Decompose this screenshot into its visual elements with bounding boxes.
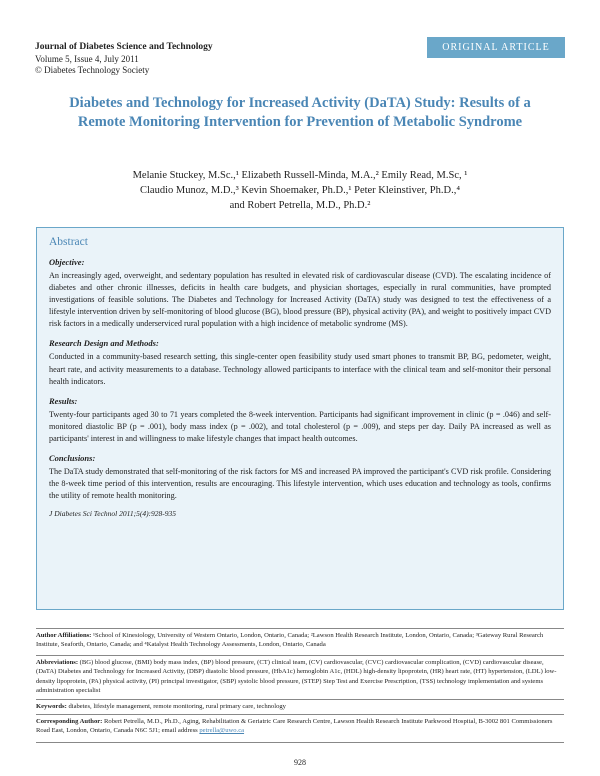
objective-heading: Objective:: [49, 257, 85, 267]
divider: [36, 714, 564, 715]
corresponding-text: Robert Petrella, M.D., Ph.D., Aging, Rehabilitation & Geriatric Care Research Centre, Lawson Health Research Institute Parkwood Hospital, B-3002 801 Commissioners Road East, London, Ontario, Canada N6C 5J1; email address: [36, 718, 553, 735]
journal-issue: Volume 5, Issue 4, July 2011: [35, 53, 139, 64]
keywords-label: Keywords:: [36, 703, 67, 710]
methods-heading: Research Design and Methods:: [49, 338, 159, 349]
divider: [36, 742, 564, 743]
affiliations-text: ¹School of Kinesiology, University of Western Ontario, London, Ontario, Canada; ²Lawson Health Research Institute, London, Ontario, Canada; ³Gateway Rural Research Institute, Seaforth, Ontario, Canada; and ⁴Katalyst Health Technology Assessments, London, Ontario, Canada: [36, 632, 544, 649]
results-text: Twenty-four participants aged 30 to 71 years completed the 8-week intervention. Participants had significant improvement in clinic (p = .046) and self-monitored diastolic BP (p = .001), body mass index (p = .002), and total cholesterol (p = .009), and steps per day. Daily PA increased as well as participants' interest in and willingness to make lifestyle changes that impact health outcomes.: [49, 409, 551, 443]
methods-text: Conducted in a community-based research setting, this single-center open feasibility study used smart phones to transmit BP, BG, pedometer, weight, heart rate, and activity measurements to a database. Technology allowed participants to interface with the clinical team and self-monitor their personal health indicators.: [49, 352, 551, 386]
article-title: Diabetes and Technology for Increased Activity (DaTA) Study: Results of a Remote Monitoring Intervention for Prevention of Metabolic Syndrome: [69, 95, 531, 130]
results-heading: Results:: [49, 395, 78, 406]
conclusions-text: The DaTA study demonstrated that self-monitoring of the risk factors for MS and increased PA improved the participant's CVD risk profile. Considering the 8-week time period of this intervention, results are encouraging. This lifestyle intervention, which uses education and technology as tools, confirms the utility of remote health monitoring.: [49, 467, 551, 501]
author-list: [60, 168, 540, 213]
abbreviations-label: Abbreviations:: [36, 659, 79, 666]
author-affiliations: [36, 631, 564, 650]
author-line: Melanie Stuckey, M.Sc.,¹ Elizabeth Russell-Minda, M.A.,² Emily Read, M.Sc, ¹: [132, 170, 468, 181]
affiliations-label: Author Affiliations:: [36, 632, 92, 639]
divider: [36, 655, 564, 656]
corresponding-label: Corresponding Author:: [36, 718, 103, 725]
journal-copyright: © Diabetes Technology Society: [35, 65, 150, 75]
author-line: and Robert Petrella, M.D., Ph.D.²: [229, 200, 371, 211]
author-line: Claudio Munoz, M.D.,³ Kevin Shoemaker, Ph.D.,¹ Peter Kleinstiver, Ph.D.,⁴: [140, 185, 460, 196]
divider: [36, 628, 564, 629]
keywords: [36, 702, 564, 711]
abstract-box: [36, 227, 564, 610]
keywords-text: diabetes, lifestyle management, remote monitoring, rural primary care, technology: [68, 703, 286, 710]
email-link[interactable]: petrella@uwo.ca: [199, 727, 245, 735]
objective-text: An increasingly aged, overweight, and sedentary population has resulted in elevated risk of cardiovascular disease (CVD). The escalating incidence of diabetes and other chronic illnesses, deficits in health care budgets, and physician shortages, especially in rural communities, have prompted investigations of feasible solutions. The Diabetes and Technology for Increased Activity (DaTA) study was designed to test the effectiveness of a lifestyle intervention driven by self-monitoring of blood glucose (BG), blood pressure (BP), physical activity (PA), and weight to positively impact CVD risk factors in a medically underserviced rural population with a high incidence of metabolic syndrome (MS).: [49, 271, 551, 329]
article-type-badge: ORIGINAL ARTICLE: [427, 37, 565, 58]
abbreviations: [36, 658, 564, 696]
citation: J Diabetes Sci Technol 2011;5(4):928-935: [49, 509, 177, 519]
conclusions-heading: Conclusions:: [49, 453, 96, 464]
journal-name: Journal of Diabetes Science and Technology: [35, 42, 213, 52]
divider: [36, 699, 564, 700]
page-number: 928: [294, 758, 306, 767]
abbreviations-text: (BG) blood glucose, (BMI) body mass index, (BP) blood pressure, (CT) clinical team, (CV) cardiovascular, (CVC) cardiovascular complication, (CVD) cardiovascular disease, (DaTA) Diabetes and Technology for Increased Activity, (DBP) diastolic blood pressure, (HbA1c) hemoglobin A1c, (HDL) high-density lipoprotein, (HR) heart rate, (HT) hypertension, (LDL) low-density lipoprotein, (PA) physical activity, (PI) principal investigator, (SBP) systolic blood pressure, (STEP) Step Test and Exercise Prescription, (TSS) technology implementation and systems administration specialist: [36, 659, 557, 695]
journal-header: [35, 42, 213, 77]
abstract-heading: Abstract: [49, 236, 88, 248]
corresponding-author: [36, 717, 564, 736]
